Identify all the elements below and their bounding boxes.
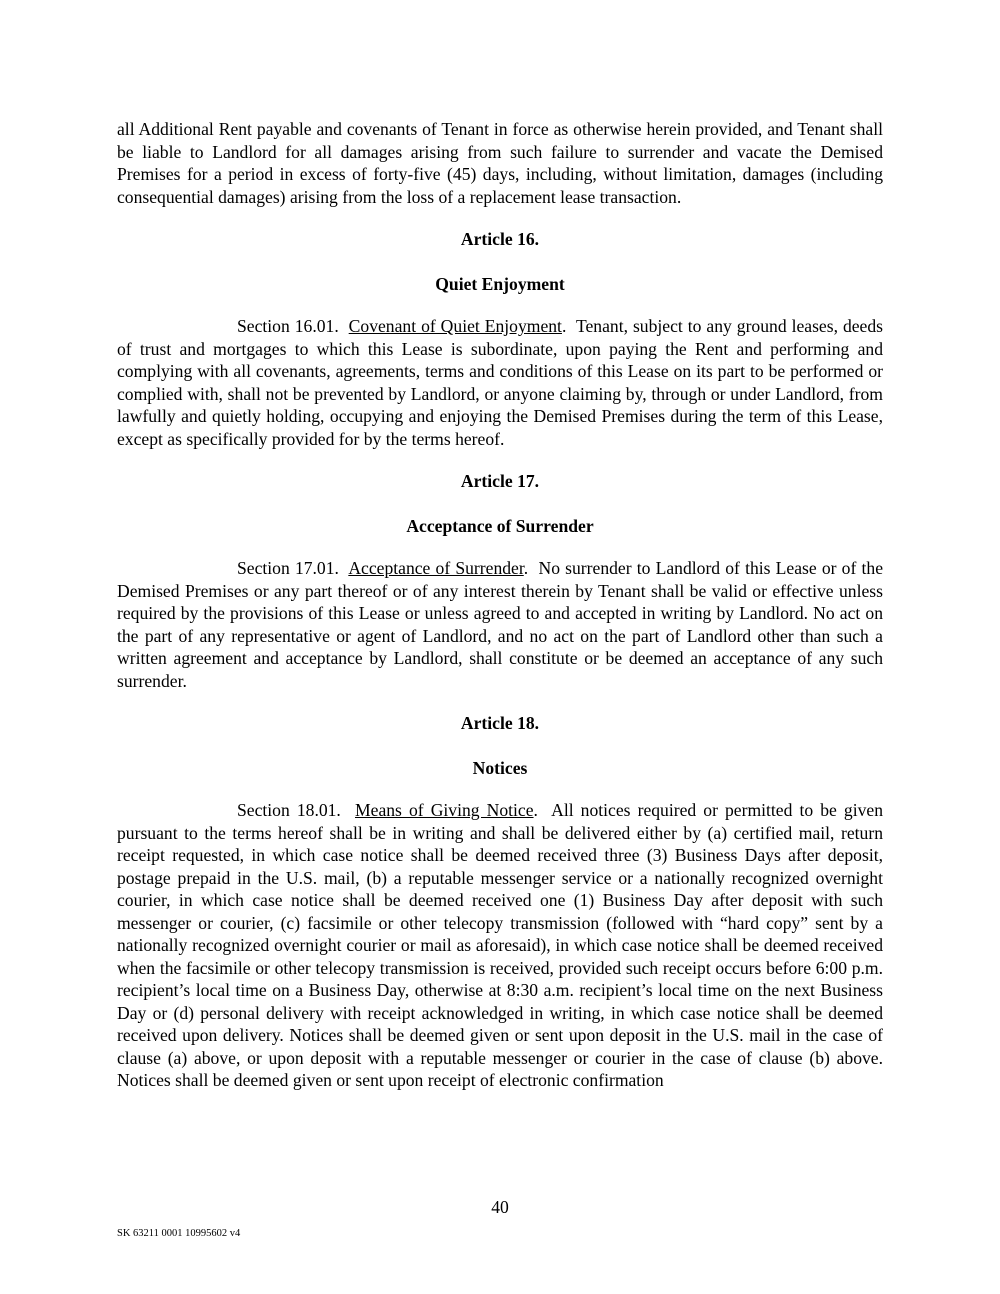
page-number: 40	[491, 1197, 509, 1217]
article-16-title: Quiet Enjoyment	[435, 273, 565, 294]
section-16-01-paragraph: Section 16.01. Covenant of Quiet Enjoyment. Tenant, subject to any ground leases, deeds of trust and mortgages to which this Lease is subordinate, upon paying the Rent and performing and complying with all covenants, agreements, terms and conditions of this Lease on its part to be performed or complied with, shall not be prevented by Landlord, or anyone claiming by, through or under Landlord, from lawfully and quietly holding, occupying and enjoying the Demised Premises during the term of this Lease, except as specifically provided for by the terms hereof.	[117, 316, 884, 449]
section-16-01-heading: Covenant of Quiet Enjoyment	[348, 316, 562, 336]
article-17-title: Acceptance of Surrender	[406, 515, 594, 536]
document-footer-id: SK 63211 0001 10995602 v4	[117, 1228, 241, 1239]
article-18-title: Notices	[472, 757, 528, 778]
intro-paragraph: all Additional Rent payable and covenants of Tenant in force as otherwise herein provided, and Tenant shall be liable to Landlord for all damages arising from such failure to surrender and vacate the Demised Premises for a period in excess of forty-five (45) days, including, without limitation, damages (including consequential damages) arising from the loss of a replacement lease transaction.	[117, 119, 883, 207]
section-17-01-heading: Acceptance of Surrender	[348, 558, 524, 578]
section-16-01-text: Tenant, subject to any ground leases, deeds of trust and mortgages to which this Lease is subordinate, upon paying the Rent and performing and complying with all covenants, agreements, terms and conditions of this Lease on its part to be performed or complied with, shall not be prevented by Landlord, or anyone claiming by, through or under Landlord, from lawfully and quietly holding, occupying and enjoying the Demised Premises during the term of this Lease, except as specifically provided for by the terms hereof.	[117, 316, 884, 449]
section-18-01-paragraph: Section 18.01. Means of Giving Notice. All notices required or permitted to be given pursuant to the terms hereof shall be in writing and shall be delivered either by (a) certified mail, return receipt requested, in which case notice shall be deemed received three (3) Business Days after deposit, postage prepaid in the U.S. mail, (b) a reputable messenger service or a nationally recognized overnight courier, in which case notice shall be deemed received one (1) Business Day after deposit with such messenger or courier, (c) facsimile or other telecopy transmission (followed with “hard copy” sent by a nationally recognized overnight courier or mail as aforesaid), in which case notice shall be deemed received when the facsimile or other telecopy transmission is received, provided such receipt occurs before 6:00 p.m. recipient’s local time on a Business Day, otherwise at 8:30 a.m. recipient’s local time on the next Business Day or (d) personal delivery with receipt acknowledged in writing, in which case notice shall be deemed received upon delivery. Notices shall be deemed given or sent upon deposit in the U.S. mail in the case of clause (a) above, or upon deposit with a reputable messenger or courier in the case of clause (b) above. Notices shall be deemed given or sent upon receipt of electronic confirmation	[117, 800, 884, 1090]
section-18-01-number: Section 18.01.	[237, 800, 341, 820]
section-16-01-number: Section 16.01.	[237, 316, 339, 336]
section-17-01-paragraph: Section 17.01. Acceptance of Surrender. No surrender to Landlord of this Lease or of the Demised Premises or any part thereof or of any interest therein by Tenant shall be valid or effective unless required by the provisions of this Lease or unless agreed to and accepted in writing by Landlord. No act on the part of any representative or agent of Landlord, and no act on the part of Landlord other than such a written agreement and acceptance by Landlord, shall constitute or be deemed an acceptance of any such surrender.	[117, 558, 883, 691]
article-17-label: Article 17.	[460, 471, 540, 491]
article-16-label: Article 16.	[460, 229, 540, 249]
section-18-01-text: All notices required or permitted to be given pursuant to the terms hereof shall be in writing and shall be delivered either by (a) certified mail, return receipt requested, in which case notice shall be deemed received three (3) Business Days after deposit, postage prepaid in the U.S. mail, (b) a reputable messenger service or a nationally recognized overnight courier, in which case notice shall be deemed received one (1) Business Day after deposit with such messenger or courier, (c) facsimile or other telecopy transmission (followed with “hard copy” sent by a nationally recognized overnight courier or mail as aforesaid), in which case notice shall be deemed received when the facsimile or other telecopy transmission is received, provided such receipt occurs before 6:00 p.m. recipient’s local time on a Business Day, otherwise at 8:30 a.m. recipient’s local time on the next Business Day or (d) personal delivery with receipt acknowledged in writing, in which case notice shall be deemed received upon delivery. Notices shall be deemed given or sent upon deposit in the U.S. mail in the case of clause (a) above, or upon deposit with a reputable messenger or courier in the case of clause (b) above. Notices shall be deemed given or sent upon receipt of electronic confirmation	[117, 800, 884, 1090]
document-page	[117, 118, 883, 1092]
section-17-01-text: No surrender to Landlord of this Lease or of the Demised Premises or any part thereof or of any interest therein by Tenant shall be valid or effective unless required by the provisions of this Lease or unless agreed to and accepted in writing by Landlord. No act on the part of any representative or agent of Landlord, and no act on the part of Landlord other than such a written agreement and acceptance by Landlord, shall constitute or be deemed an acceptance of any such surrender.	[117, 558, 883, 691]
section-17-01-number: Section 17.01.	[237, 558, 339, 578]
section-18-01-heading: Means of Giving Notice	[355, 800, 534, 820]
article-18-label: Article 18.	[460, 713, 540, 733]
